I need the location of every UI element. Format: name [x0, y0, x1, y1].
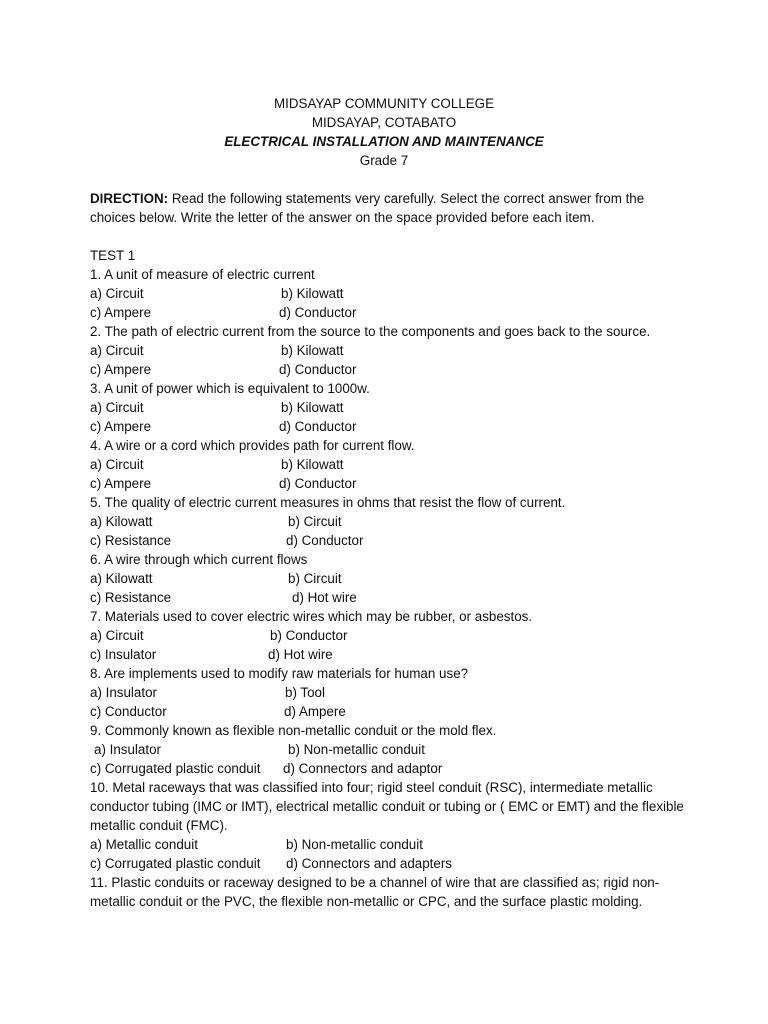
choice-c: c) Insulator [90, 647, 157, 662]
question-5-choices-cd [90, 531, 690, 550]
choice-c: c) Conductor [90, 704, 167, 719]
choice-b: b) Non-metallic conduit [288, 742, 425, 757]
question-9-choices-ab [90, 740, 690, 759]
school-location: MIDSAYAP, COTABATO [311, 115, 457, 130]
direction-paragraph [90, 189, 690, 227]
choice-a: a) Kilowatt [90, 571, 153, 586]
question-3-choices-cd [90, 417, 690, 436]
choice-a: a) Kilowatt [90, 514, 153, 529]
choice-a: a) Insulator [94, 742, 161, 757]
choice-c: c) Ampere [90, 419, 152, 434]
choice-c: c) Resistance [90, 590, 172, 605]
question-4-choices-cd [90, 474, 690, 493]
test-body [90, 246, 690, 911]
choice-d: d) Conductor [279, 476, 357, 491]
choice-d: d) Conductor [279, 362, 357, 377]
choice-d: d) Conductor [279, 419, 357, 434]
choice-d: d) Conductor [286, 533, 364, 548]
choice-c: c) Ampere [90, 476, 152, 491]
choice-b: b) Circuit [288, 514, 342, 529]
choice-d: d) Hot wire [292, 590, 357, 605]
question-9-text: 9. Commonly known as flexible non-metallic conduit or the mold flex. [90, 723, 497, 738]
question-2-choices-cd [90, 360, 690, 379]
choice-d: d) Connectors and adapters [286, 856, 452, 871]
choice-b: b) Circuit [288, 571, 342, 586]
question-4-choices-ab [90, 455, 690, 474]
question-11-text: 11. Plastic conduits or raceway designed to be a channel of wire that are classified as; rigid non-metallic conduit or the PVC, the flexible non-metallic or CPC, and the surface plastic molding. [90, 875, 660, 909]
document-header [0, 94, 768, 170]
direction-text: Read the following statements very carefully. Select the correct answer from the choices below. Write the letter of the answer on the space provided before each item. [90, 191, 645, 225]
direction-label: DIRECTION: [90, 191, 169, 206]
choice-d: d) Ampere [284, 704, 346, 719]
choice-a: a) Circuit [90, 286, 144, 301]
question-1-choices-ab [90, 284, 690, 303]
choice-d: d) Connectors and adaptor [283, 761, 443, 776]
question-1-text: 1. A unit of measure of electric current [90, 267, 315, 282]
choice-c: c) Corrugated plastic conduit [90, 761, 261, 776]
question-8-choices-ab [90, 683, 690, 702]
question-7-text: 7. Materials used to cover electric wires which may be rubber, or asbestos. [90, 609, 533, 624]
choice-a: a) Circuit [90, 343, 144, 358]
question-2-choices-ab [90, 341, 690, 360]
choice-c: c) Ampere [90, 362, 152, 377]
question-3-text: 3. A unit of power which is equivalent to 1000w. [90, 381, 370, 396]
question-5-text: 5. The quality of electric current measures in ohms that resist the flow of current. [90, 495, 566, 510]
question-5-choices-ab [90, 512, 690, 531]
question-6-text: 6. A wire through which current flows [90, 552, 308, 567]
choice-a: a) Circuit [90, 628, 144, 643]
choice-a: a) Insulator [90, 685, 157, 700]
choice-d: d) Conductor [279, 305, 357, 320]
question-8-text: 8. Are implements used to modify raw materials for human use? [90, 666, 469, 681]
question-7-choices-cd [90, 645, 690, 664]
question-6-choices-ab [90, 569, 690, 588]
question-3-choices-ab [90, 398, 690, 417]
school-name: MIDSAYAP COMMUNITY COLLEGE [274, 96, 494, 111]
question-10-choices-ab [90, 835, 690, 854]
grade-level: Grade 7 [359, 153, 409, 168]
choice-b: b) Conductor [270, 628, 348, 643]
question-4-text: 4. A wire or a cord which provides path for current flow. [90, 438, 415, 453]
question-7-choices-ab [90, 626, 690, 645]
choice-b: b) Kilowatt [281, 457, 344, 472]
choice-c: c) Ampere [90, 305, 152, 320]
choice-a: a) Metallic conduit [90, 837, 198, 852]
choice-c: c) Resistance [90, 533, 172, 548]
choice-b: b) Kilowatt [281, 286, 344, 301]
question-10-text: 10. Metal raceways that was classified into four; rigid steel conduit (RSC), intermediate metallic conductor tubing (IMC or IMT), electrical metallic conduit or tubing or ( EMC or EMT) and the flexible metallic conduit (FMC). [90, 780, 684, 833]
choice-b: b) Non-metallic conduit [286, 837, 423, 852]
choice-a: a) Circuit [90, 457, 144, 472]
question-8-choices-cd [90, 702, 690, 721]
question-9-choices-cd [90, 759, 690, 778]
test-title: TEST 1 [90, 248, 136, 263]
choice-c: c) Corrugated plastic conduit [90, 856, 261, 871]
choice-b: b) Kilowatt [281, 343, 344, 358]
question-6-choices-cd [90, 588, 690, 607]
choice-b: b) Tool [285, 685, 325, 700]
choice-a: a) Circuit [90, 400, 144, 415]
subject-title: ELECTRICAL INSTALLATION AND MAINTENANCE [224, 134, 544, 149]
choice-d: d) Hot wire [268, 647, 333, 662]
question-2-text: 2. The path of electric current from the source to the components and goes back to the source. [90, 324, 651, 339]
question-1-choices-cd [90, 303, 690, 322]
choice-b: b) Kilowatt [281, 400, 344, 415]
question-10-choices-cd [90, 854, 690, 873]
